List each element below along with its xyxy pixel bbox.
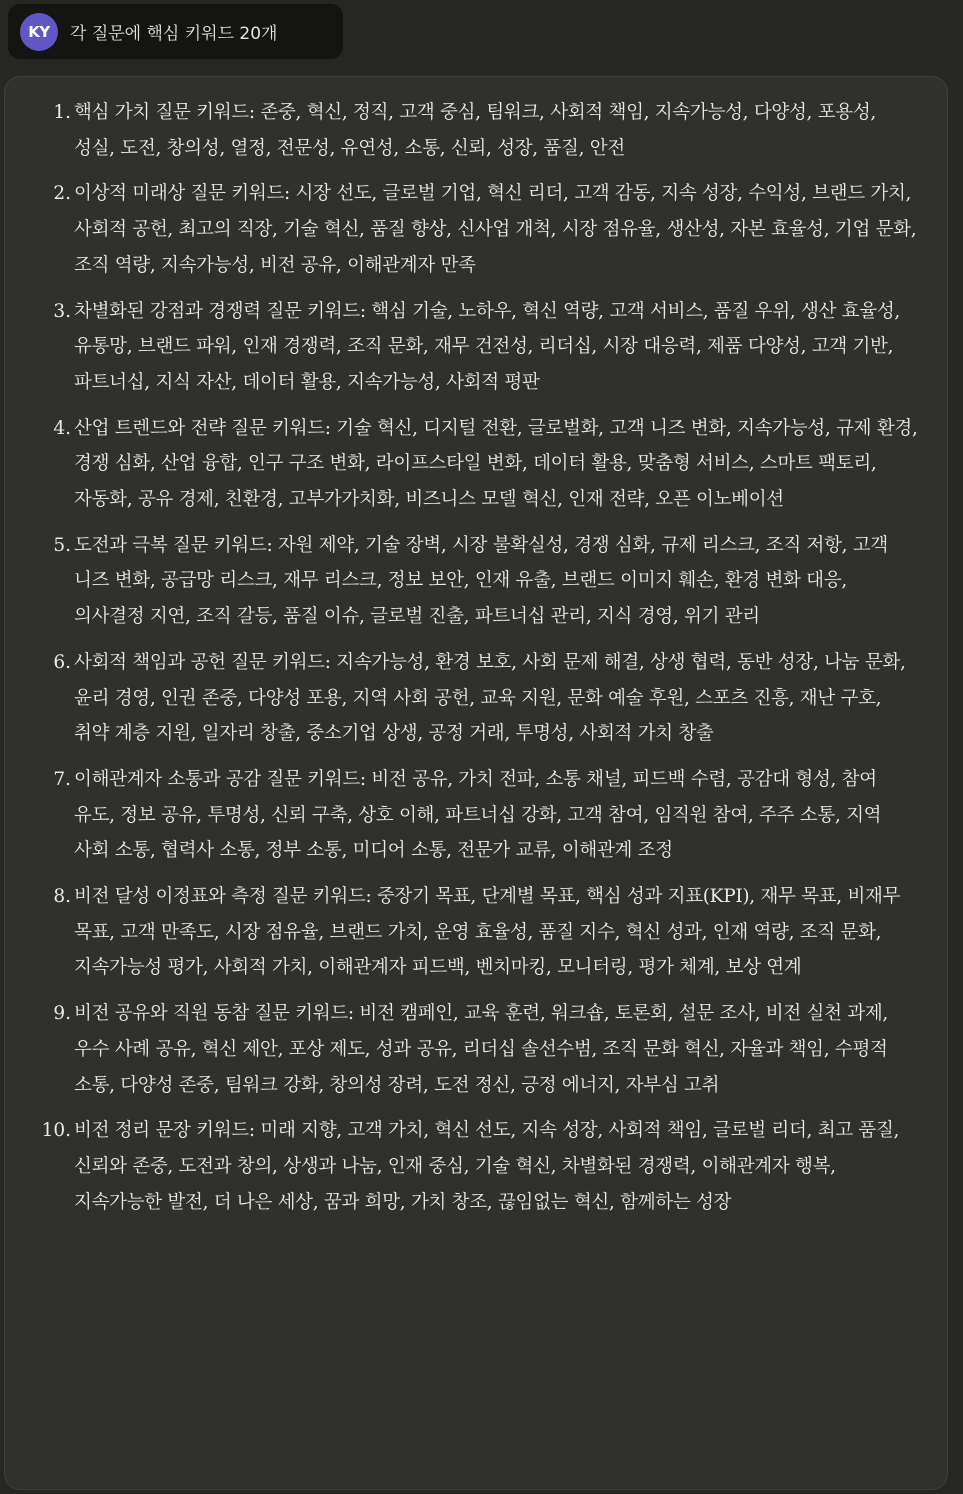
list-item (25, 996, 927, 1103)
list-item (25, 528, 927, 635)
keyword-list (25, 95, 927, 1220)
list-item-text: 비전 공유와 직원 동참 질문 키워드: 비전 캠페인, 교육 훈련, 워크숍, 토론회, 설문 조사, 비전 실천 과제, 우수 사례 공유, 혁신 제안, 포상 제도, 성과 공유, 리더십 솔선수범, 조직 문화 혁신, 자율과 책임, 수평적 소통, 다양성 존중, 팀워크 강화, 창의성 장려, 도전 정신, 긍정 에너지, 자부심 고취 (74, 1003, 888, 1096)
list-item-number: 6. (53, 651, 71, 673)
list-item (25, 762, 927, 869)
list-item-number: 4. (53, 417, 71, 439)
list-item-text: 비전 달성 이정표와 측정 질문 키워드: 중장기 목표, 단계별 목표, 핵심 성과 지표(KPI), 재무 목표, 비재무 목표, 고객 만족도, 시장 점유율, 브랜드 가치, 운영 효율성, 품질 지수, 혁신 성과, 인재 역량, 조직 문화, 지속가능성 평가, 사회적 가치, 이해관계자 피드백, 벤치마킹, 모니터링, 평가 체계, 보상 연계 (74, 886, 901, 979)
list-item-number: 7. (53, 768, 71, 790)
list-item-text: 비전 정리 문장 키워드: 미래 지향, 고객 가치, 혁신 선도, 지속 성장, 사회적 책임, 글로벌 리더, 최고 품질, 신뢰와 존중, 도전과 창의, 상생과 나눔, 인재 중심, 기술 혁신, 차별화된 경쟁력, 이해관계자 행복, 지속가능한 발전, 더 나은 세상, 꿈과 희망, 가치 창조, 끊임없는 혁신, 함께하는 성장 (74, 1120, 900, 1213)
list-item-number: 3. (53, 300, 71, 322)
list-item-text: 핵심 가치 질문 키워드: 존중, 혁신, 정직, 고객 중심, 팀워크, 사회적 책임, 지속가능성, 다양성, 포용성, 성실, 도전, 창의성, 열정, 전문성, 유연성, 소통, 신뢰, 성장, 품질, 안전 (74, 102, 876, 159)
list-item-number: 9. (53, 1003, 71, 1025)
list-item-number: 10. (41, 1120, 71, 1142)
list-item (25, 879, 927, 986)
list-item-text: 이해관계자 소통과 공감 질문 키워드: 비전 공유, 가치 전파, 소통 채널, 피드백 수렴, 공감대 형성, 참여 유도, 정보 공유, 투명성, 신뢰 구축, 상호 이해, 파트너십 강화, 고객 참여, 임직원 참여, 주주 소통, 지역 사회 소통, 협력사 소통, 정부 소통, 미디어 소통, 전문가 교류, 이해관계 조정 (74, 768, 882, 862)
list-item (25, 176, 927, 283)
list-item (25, 95, 927, 166)
list-item (25, 411, 927, 518)
list-item-text: 도전과 극복 질문 키워드: 자원 제약, 기술 장벽, 시장 불확실성, 경쟁 심화, 규제 리스크, 조직 저항, 고객 니즈 변화, 공급망 리스크, 재무 리스크, 정보 보안, 인재 유출, 브랜드 이미지 훼손, 환경 변화 대응, 의사결정 지연, 조직 갈등, 품질 이슈, 글로벌 진출, 파트너십 관리, 지식 경영, 위기 관리 (74, 534, 888, 628)
list-item (25, 1113, 927, 1220)
user-message-bubble (8, 4, 343, 59)
list-item (25, 294, 927, 401)
list-item-number: 1. (53, 102, 71, 123)
list-item (25, 645, 927, 752)
list-item-text: 사회적 책임과 공헌 질문 키워드: 지속가능성, 환경 보호, 사회 문제 해결, 상생 협력, 동반 성장, 나눔 문화, 윤리 경영, 인권 존중, 다양성 포용, 지역 사회 공헌, 교육 지원, 문화 예술 후원, 스포츠 진흥, 재난 구호, 취약 계층 지원, 일자리 창출, 중소기업 상생, 공정 거래, 투명성, 사회적 가치 창출 (74, 651, 906, 745)
list-item-number: 5. (53, 534, 71, 556)
list-item-number: 8. (53, 886, 71, 908)
list-item-text: 차별화된 강점과 경쟁력 질문 키워드: 핵심 기술, 노하우, 혁신 역량, 고객 서비스, 품질 우위, 생산 효율성, 유통망, 브랜드 파워, 인재 경쟁력, 조직 문화, 재무 건전성, 리더십, 시장 대응력, 제품 다양성, 고객 기반, 파트너십, 지식 자산, 데이터 활용, 지속가능성, 사회적 평판 (74, 300, 900, 393)
user-avatar[interactable]: KY (20, 13, 58, 51)
list-item-text: 산업 트렌드와 전략 질문 키워드: 기술 혁신, 디지털 전환, 글로벌화, 고객 니즈 변화, 지속가능성, 규제 환경, 경쟁 심화, 산업 융합, 인구 구조 변화, 라이프스타일 변화, 데이터 활용, 맞춤형 서비스, 스마트 팩토리, 자동화, 공유 경제, 친환경, 고부가가치화, 비즈니스 모델 혁신, 인재 전략, 오픈 이노베이션 (74, 417, 918, 511)
user-message-text: 각 질문에 핵심 키워드 20개 (70, 24, 278, 44)
assistant-response (4, 76, 948, 1490)
list-item-number: 2. (53, 183, 71, 205)
list-item-text: 이상적 미래상 질문 키워드: 시장 선도, 글로벌 기업, 혁신 리더, 고객 감동, 지속 성장, 수익성, 브랜드 가치, 사회적 공헌, 최고의 직장, 기술 혁신, 품질 향상, 신사업 개척, 시장 점유율, 생산성, 자본 효율성, 기업 문화, 조직 역량, 지속가능성, 비전 공유, 이해관계자 만족 (74, 183, 917, 276)
